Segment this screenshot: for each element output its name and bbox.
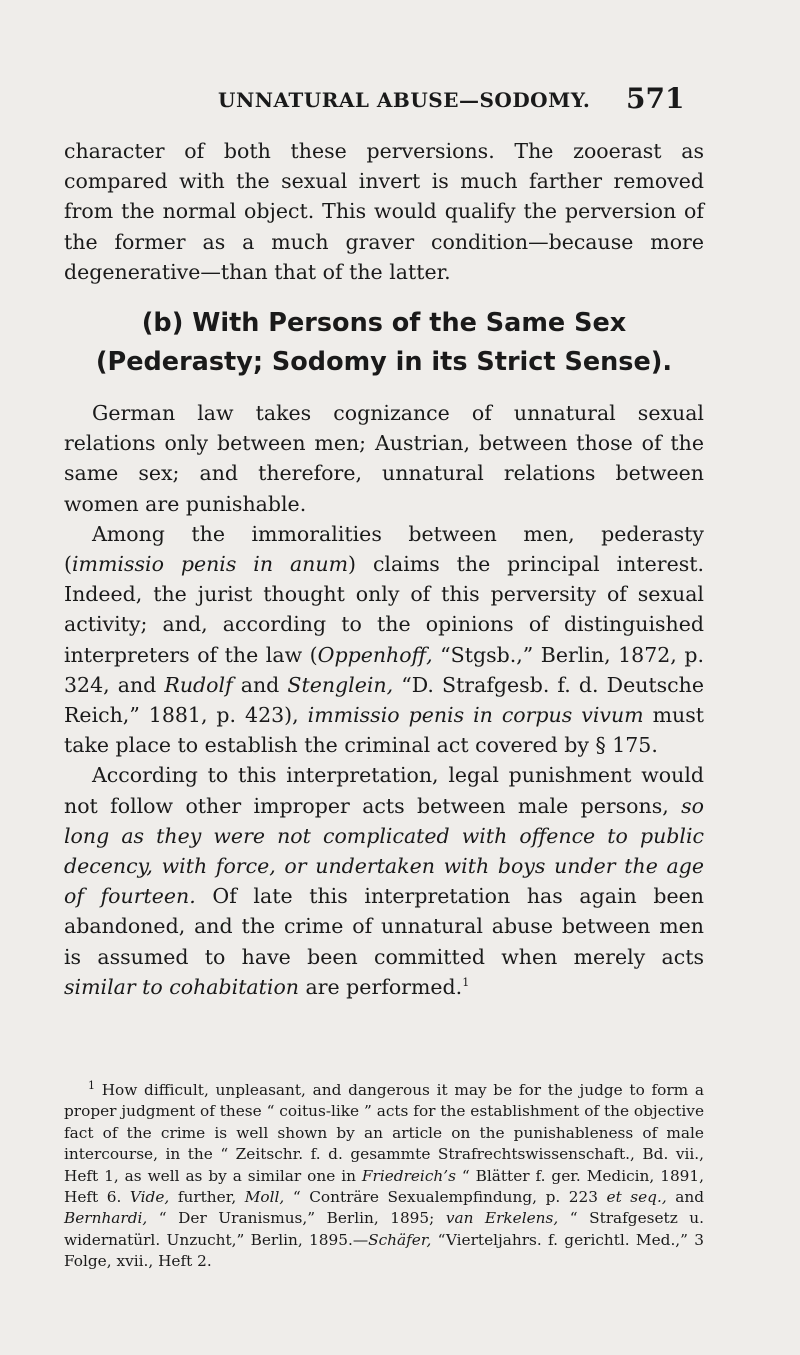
text-run: and	[666, 1188, 704, 1207]
italic-author-name: Rudolf	[164, 672, 233, 697]
italic-word: Vide,	[129, 1188, 170, 1207]
paragraph-4	[64, 760, 704, 1002]
text-run: must take place to establish the criminal act covered by § 175.	[64, 703, 704, 758]
italic-latin-phrase: immissio penis in corpus vivum	[307, 703, 644, 728]
page-number: 571	[626, 82, 685, 115]
text-run: further,	[169, 1188, 245, 1207]
section-heading: (b) With Persons of the Same Sex (Pederasty; Sodomy in its Strict Sense).	[95, 308, 673, 378]
text-run: “ Der Uranismus,” Berlin, 1895;	[147, 1209, 446, 1228]
text-run: According to this interpretation, legal punishment would not follow other improper acts between male persons,	[64, 763, 704, 818]
text-run: and	[232, 672, 288, 697]
text-run: “ Strafgesetz u. widernatürl. Unzucht,” Berlin, 1895.—	[64, 1209, 704, 1249]
italic-author-name: Stenglein,	[287, 672, 394, 697]
italic-author-name: Bernhardi,	[64, 1209, 148, 1228]
text-run: are performed.	[299, 974, 463, 999]
italic-phrase: so long as they were not complicated with offence to public decency, with force, or undertaken with boys under the age of fourteen.	[64, 793, 704, 909]
text-run: “ Conträre Sexualempfindung, p. 223	[284, 1188, 607, 1207]
italic-author-name: Oppenhoff,	[317, 642, 433, 667]
footnote-text	[64, 1080, 704, 1273]
footnote-marker: 1	[88, 1078, 95, 1092]
text-run: How difficult, unpleasant, and dangerous it may be for the judge to form a proper judgment of these “ coitus-like ” acts for the establishment of the objective fact of the crime is well shown by an article on the punishableness of male intercourse, in the “ Zeitschr. f. d. gesammte Strafrechtswissenschaft., Bd. vii., Heft 1, as well as by a similar one in	[64, 1081, 704, 1185]
text-run: “ Blätter f. ger. Medicin, 1891, Heft 6.	[64, 1166, 704, 1207]
italic-author-name: Schäfer,	[368, 1230, 432, 1249]
paragraph-2: German law takes cognizance of unnatural sexual relations only between men; Austrian, between those of the same sex; and therefore, unnatural relations between women are punishable.	[64, 401, 704, 516]
italic-author-name: van Erkelens,	[445, 1209, 559, 1228]
italic-word: et seq.,	[606, 1188, 667, 1207]
footnote-reference: 1	[462, 976, 470, 990]
text-run: Of late this interpretation has again been abandoned, and the crime of unnatural abuse between men is assumed to have been committed when merely acts	[64, 884, 704, 969]
text-run: “Vierteljahrs. f. gerichtl. Med.,” 3 Folge, xvii., Heft 2.	[64, 1230, 704, 1271]
text-run: “D. Strafgesb. f. d. Deutsche Reich,” 1881, p. 423),	[64, 672, 704, 728]
text-run: Among the immoralities between men, pederasty (	[64, 521, 704, 577]
italic-phrase: similar to cohabitation	[64, 974, 299, 999]
italic-latin-phrase: immissio penis in anum	[72, 552, 349, 577]
footnote	[64, 1080, 704, 1273]
text-run: “Stgsb.,” Berlin, 1872, p. 324, and	[64, 642, 704, 697]
running-title: UNNATURAL ABUSE—SODOMY.	[218, 88, 591, 112]
body-text	[64, 136, 704, 1002]
paragraph-3	[64, 519, 704, 761]
paragraph-1: character of both these perversions. The zooerast as compared with the sexual invert is much farther removed from the normal object. This would qualify the perversion of the former as a much graver condition—because more degenerative—than that of the latter.	[64, 139, 704, 284]
italic-author-name: Friedreich’s	[361, 1166, 456, 1185]
text-run: ) claims the principal interest. Indeed, the jurist thought only of this perversity of sexual activity; and, according to the opinions of distinguished interpreters of the law (	[64, 552, 704, 667]
italic-author-name: Moll,	[244, 1188, 285, 1207]
